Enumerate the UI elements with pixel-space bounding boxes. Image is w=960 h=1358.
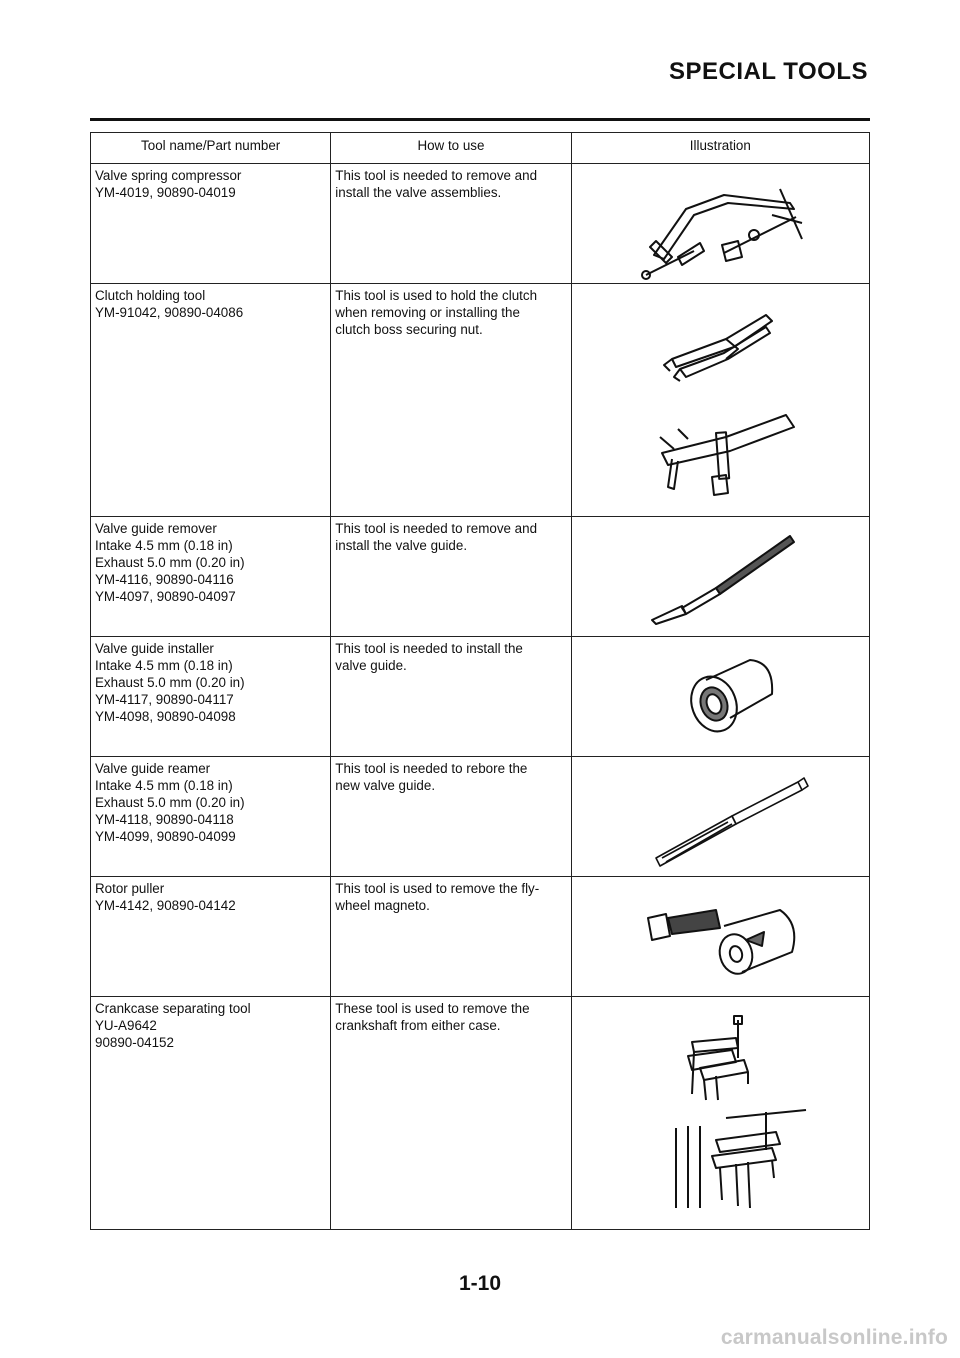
tool-name-cell (91, 877, 331, 997)
clutch-holding-tool-illustration (576, 287, 872, 516)
part-number: YM-4118, 90890-04118 (95, 812, 234, 827)
illustration-cell (571, 164, 869, 284)
how-to-use-cell (331, 517, 571, 637)
tool-spec: Intake 4.5 mm (0.18 in) (95, 538, 233, 553)
title-rule (90, 118, 870, 121)
part-number: YM-4099, 90890-04099 (95, 829, 236, 844)
how-to-use-text: valve guide. (335, 658, 407, 673)
how-to-use-cell (331, 757, 571, 877)
how-to-use-text: This tool is needed to remove and (335, 521, 538, 536)
column-header-tool-name: Tool name/Part number (91, 133, 331, 164)
rotor-puller-illustration (576, 880, 872, 996)
part-number: YM-4097, 90890-04097 (95, 589, 236, 604)
valve-guide-installer-illustration (576, 640, 872, 756)
how-to-use-text: install the valve assemblies. (335, 185, 502, 200)
tool-spec: Exhaust 5.0 mm (0.20 in) (95, 675, 245, 690)
how-to-use-text: This tool is needed to install the (335, 641, 523, 656)
tool-name-cell (91, 164, 331, 284)
how-to-use-text: clutch boss securing nut. (335, 322, 483, 337)
page-number: 1-10 (458, 1272, 502, 1295)
how-to-use-text: when removing or installing the (335, 305, 520, 320)
table-row (91, 757, 870, 877)
how-to-use-cell (331, 997, 571, 1230)
table-row (91, 284, 870, 517)
how-to-use-text: crankshaft from either case. (335, 1018, 501, 1033)
how-to-use-text: These tool is used to remove the (335, 1001, 530, 1016)
tool-spec: Exhaust 5.0 mm (0.20 in) (95, 795, 245, 810)
how-to-use-cell (331, 637, 571, 757)
column-header-illustration: Illustration (571, 133, 869, 164)
table-row (91, 877, 870, 997)
how-to-use-text: This tool is used to hold the clutch (335, 288, 538, 303)
tool-spec: Intake 4.5 mm (0.18 in) (95, 658, 233, 673)
how-to-use-cell (331, 164, 571, 284)
part-number: YU-A9642 (95, 1018, 157, 1033)
valve-guide-reamer-illustration (576, 760, 872, 876)
page-title: SPECIAL TOOLS (669, 58, 868, 85)
part-number: 90890-04152 (95, 1035, 174, 1050)
part-number: YM-4142, 90890-04142 (95, 898, 236, 913)
tool-name: Crankcase separating tool (95, 1001, 251, 1016)
watermark: carmanualsonline.info (720, 1326, 948, 1349)
how-to-use-text: This tool is needed to remove and (335, 168, 538, 183)
special-tools-table (90, 132, 870, 1230)
tool-name-cell (91, 284, 331, 517)
tool-name-cell (91, 517, 331, 637)
tool-name: Valve guide reamer (95, 761, 211, 776)
illustration-cell (571, 877, 869, 997)
table-header-row (91, 133, 870, 164)
part-number: YM-91042, 90890-04086 (95, 305, 244, 320)
illustration-cell (571, 637, 869, 757)
part-number: YM-4098, 90890-04098 (95, 709, 236, 724)
crankcase-separating-tool-illustration (576, 1000, 872, 1229)
table-row (91, 164, 870, 284)
part-number: YM-4116, 90890-04116 (95, 572, 234, 587)
tool-spec: Intake 4.5 mm (0.18 in) (95, 778, 233, 793)
how-to-use-text: This tool is needed to rebore the (335, 761, 528, 776)
tool-spec: Exhaust 5.0 mm (0.20 in) (95, 555, 245, 570)
tool-name: Rotor puller (95, 881, 165, 896)
illustration-cell (571, 997, 869, 1230)
tool-name-cell (91, 637, 331, 757)
table-row (91, 637, 870, 757)
tool-name-cell (91, 757, 331, 877)
tool-name-cell (91, 997, 331, 1230)
tool-name: Clutch holding tool (95, 288, 206, 303)
valve-spring-compressor-illustration (576, 167, 872, 283)
table-row (91, 997, 870, 1230)
tool-name: Valve guide installer (95, 641, 214, 656)
part-number: YM-4117, 90890-04117 (95, 692, 234, 707)
how-to-use-cell (331, 284, 571, 517)
how-to-use-text: new valve guide. (335, 778, 436, 793)
table-row (91, 517, 870, 637)
how-to-use-text: This tool is used to remove the fly- (335, 881, 540, 896)
illustration-cell (571, 284, 869, 517)
part-number: YM-4019, 90890-04019 (95, 185, 236, 200)
how-to-use-text: install the valve guide. (335, 538, 468, 553)
illustration-cell (571, 517, 869, 637)
tool-name: Valve guide remover (95, 521, 217, 536)
how-to-use-cell (331, 877, 571, 997)
how-to-use-text: wheel magneto. (335, 898, 430, 913)
valve-guide-remover-illustration (576, 520, 872, 636)
column-header-how-to-use: How to use (331, 133, 571, 164)
tool-name: Valve spring compressor (95, 168, 242, 183)
illustration-cell (571, 757, 869, 877)
